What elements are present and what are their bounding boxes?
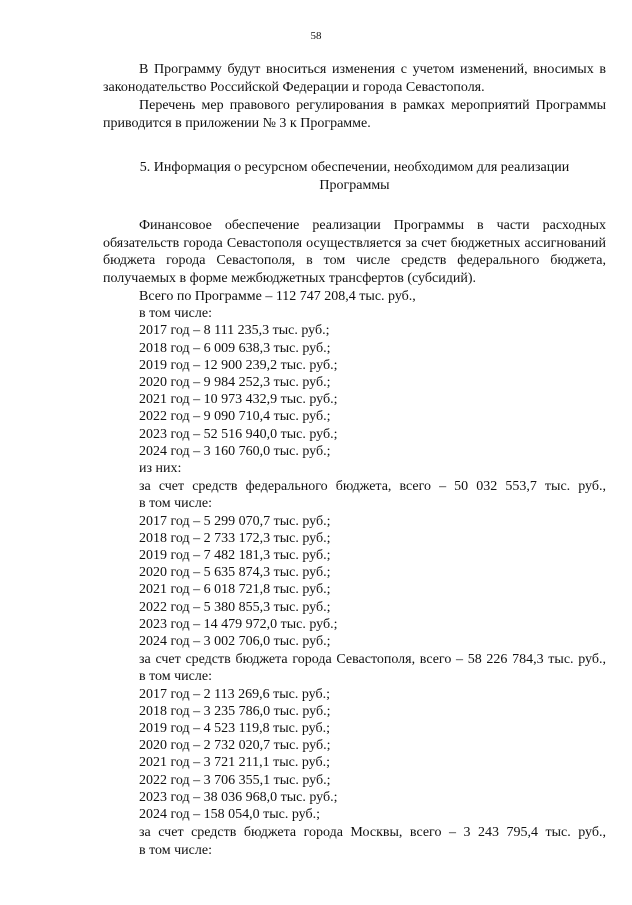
federal-year-2024: 2024 год – 3 002 706,0 тыс. руб.;	[139, 634, 331, 650]
total-year-2021: 2021 год – 10 973 432,9 тыс. руб.;	[139, 392, 338, 408]
sevastopol-year-2024: 2024 год – 158 054,0 тыс. руб.;	[139, 807, 320, 823]
sevastopol-year-2018: 2018 год – 3 235 786,0 тыс. руб.;	[139, 703, 331, 719]
total-year-2019: 2019 год – 12 900 239,2 тыс. руб.;	[139, 357, 338, 373]
total-funding-block	[103, 288, 606, 477]
sevastopol-year-2019: 2019 год – 4 523 119,8 тыс. руб.;	[139, 721, 330, 737]
sevastopol-funding-line: за счет средств бюджета города Севастополя, всего – 58 226 784,3 тыс. руб.,	[139, 652, 606, 668]
total-year-2022: 2022 год – 9 090 710,4 тыс. руб.;	[139, 409, 331, 425]
moscow-including-label: в том числе:	[139, 842, 212, 858]
sevastopol-year-2022: 2022 год – 3 706 355,1 тыс. руб.;	[139, 772, 331, 788]
total-funding-line: Всего по Программе – 112 747 208,4 тыс. руб.,	[139, 289, 416, 304]
document-body	[103, 61, 606, 859]
federal-year-2023: 2023 год – 14 479 972,0 тыс. руб.;	[139, 616, 338, 632]
total-year-2024: 2024 год – 3 160 760,0 тыс. руб.;	[139, 443, 331, 459]
sevastopol-year-2023: 2023 год – 38 036 968,0 тыс. руб.;	[139, 789, 338, 805]
sevastopol-funding-block	[103, 651, 606, 823]
sevastopol-year-2020: 2020 год – 2 732 020,7 тыс. руб.;	[139, 738, 331, 754]
moscow-funding-line: за счет средств бюджета города Москвы, всего – 3 243 795,4 тыс. руб.,	[139, 825, 606, 841]
paragraph-regulation-measures: Перечень мер правового регулирования в рамках мероприятий Программы приводится в приложении № 3 к Программе.	[103, 98, 606, 131]
federal-year-2019: 2019 год – 7 482 181,3 тыс. руб.;	[139, 548, 331, 564]
federal-funding-line: за счет средств федерального бюджета, всего – 50 032 553,7 тыс. руб.,	[139, 479, 606, 495]
total-year-2023: 2023 год – 52 516 940,0 тыс. руб.;	[139, 426, 338, 442]
paragraph-amendments: В Программу будут вноситься изменения с учетом изменений, вносимых в законодательство Российской Федерации и города Севастополя.	[103, 62, 606, 95]
total-year-2018: 2018 год – 6 009 638,3 тыс. руб.;	[139, 340, 331, 356]
federal-year-2017: 2017 год – 5 299 070,7 тыс. руб.;	[139, 513, 331, 529]
page-number: 58	[310, 30, 322, 42]
total-year-2017: 2017 год – 8 111 235,3 тыс. руб.;	[139, 323, 330, 339]
sevastopol-year-2021: 2021 год – 3 721 211,1 тыс. руб.;	[139, 755, 330, 771]
federal-including-label: в том числе:	[139, 496, 212, 512]
federal-year-2022: 2022 год – 5 380 855,3 тыс. руб.;	[139, 599, 331, 615]
sevastopol-year-2017: 2017 год – 2 113 269,6 тыс. руб.;	[139, 686, 330, 702]
moscow-funding-block	[103, 824, 606, 858]
of-which-label: из них:	[139, 461, 182, 477]
federal-funding-block	[103, 478, 606, 650]
federal-year-2020: 2020 год – 5 635 874,3 тыс. руб.;	[139, 565, 331, 581]
federal-year-2018: 2018 год – 2 733 172,3 тыс. руб.;	[139, 530, 331, 546]
total-year-2020: 2020 год – 9 984 252,3 тыс. руб.;	[139, 375, 331, 391]
total-including-label: в том числе:	[139, 306, 212, 322]
section-heading: 5. Информация о ресурсном обеспечении, необходимом для реализации Программы	[139, 160, 570, 193]
sevastopol-including-label: в том числе:	[139, 669, 212, 685]
paragraph-funding-intro: Финансовое обеспечение реализации Программы в части расходных обязательств города Севастополя осуществляется за счет бюджетных ассигнований бюджета города Севастополя, в том числе средств федерального бюджета, получаемых в форме межбюджетных трансфертов (субсидий).	[103, 218, 606, 286]
federal-year-2021: 2021 год – 6 018 721,8 тыс. руб.;	[139, 582, 331, 598]
